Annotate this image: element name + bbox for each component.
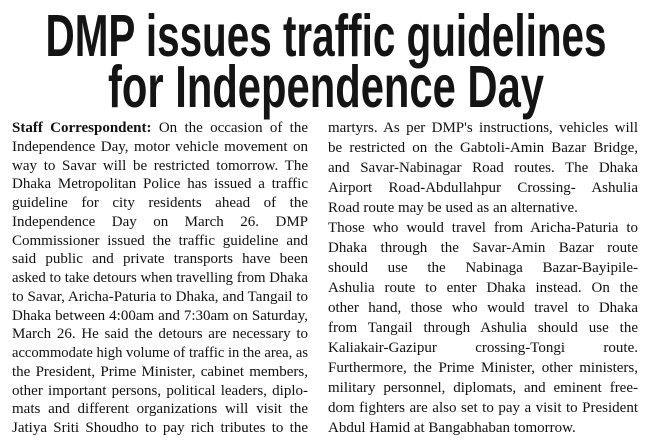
article-line: Airport Road-Abdullahpur Crossing- Ashulia (328, 180, 638, 196)
article-line: and Savar-Nabinagar Road routes. The Dhaka (328, 160, 638, 176)
article-line: Abdul Hamid at Bangabhaban tomorrow. (328, 420, 576, 436)
article-line: Those who would travel from Aricha-Paturia to (328, 220, 638, 236)
article-line: dom fighters are also set to pay a visit to President (328, 400, 638, 416)
left-column (12, 119, 308, 438)
headline-line-1: DMP issues traffic guidelines (45, 3, 606, 69)
article-line: Independence Day on March 26. DMP (12, 213, 308, 230)
article-line: Jatiya Sriti Shoudho to pay rich tributes to the (12, 420, 308, 436)
article-line: martyrs. As per DMP's instructions, vehicles will (328, 120, 638, 136)
article-line: Dhaka between 4:00am and 7:30am on Saturday, (12, 307, 308, 324)
article-line: be restricted on the Gabtoli-Amin Bazar Bridge, (328, 140, 638, 156)
byline: Staff Correspondent: (12, 120, 152, 136)
article-line: Dhaka Metropolitan Police has issued a traffic (12, 176, 308, 193)
article-line: Kaliakair-Gazipur crossing-Tongi route. (328, 340, 638, 356)
article-line: way to Savar will be restricted tomorrow. The (12, 157, 308, 174)
article-line: should use the Nabinaga Bazar-Bayipile- (328, 260, 638, 276)
article-line-text: On the occasion of the (158, 120, 309, 136)
article-line: asked to take detours when travelling from Dhaka (12, 270, 308, 286)
article-line: the President, Prime Minister, cabinet members, (12, 363, 308, 380)
article-line: military personnel, diplomats, and eminent free- (328, 380, 638, 396)
right-column (328, 119, 638, 438)
article-line: Furthermore, the Prime Minister, other ministers, (328, 360, 638, 376)
article-line: other hand, those who would travel to Dhaka (328, 300, 638, 316)
article-line: said public and private transports have been (12, 251, 308, 268)
headline-line-2: for Independence Day (107, 54, 544, 120)
article-line: guideline for city residents ahead of the (12, 195, 308, 211)
article-line: mats and different organizations will visit the (12, 401, 308, 418)
article-line: March 26. He said the detours are necessary to (12, 326, 308, 343)
article-line: accommodate high volume of traffic in the area, as (12, 345, 308, 361)
article-line (12, 119, 308, 138)
article-line: Road route may be used as an alternative. (328, 200, 578, 216)
article-line: from Tangail through Ashulia should use the (328, 320, 638, 336)
article-line: Independence Day, motor vehicle movement on (12, 138, 308, 155)
article-line: other important persons, political leaders, diplo- (12, 382, 308, 399)
article-line: to Savar, Aricha-Paturia to Dhaka, and Tangail to (12, 288, 308, 305)
article-line: Commissioner issued the traffic guideline and (12, 232, 308, 249)
article-line: Dhaka through the Savar-Amin Bazar route (328, 240, 638, 256)
article-line: Ashulia route to enter Dhaka instead. On the (328, 280, 638, 296)
